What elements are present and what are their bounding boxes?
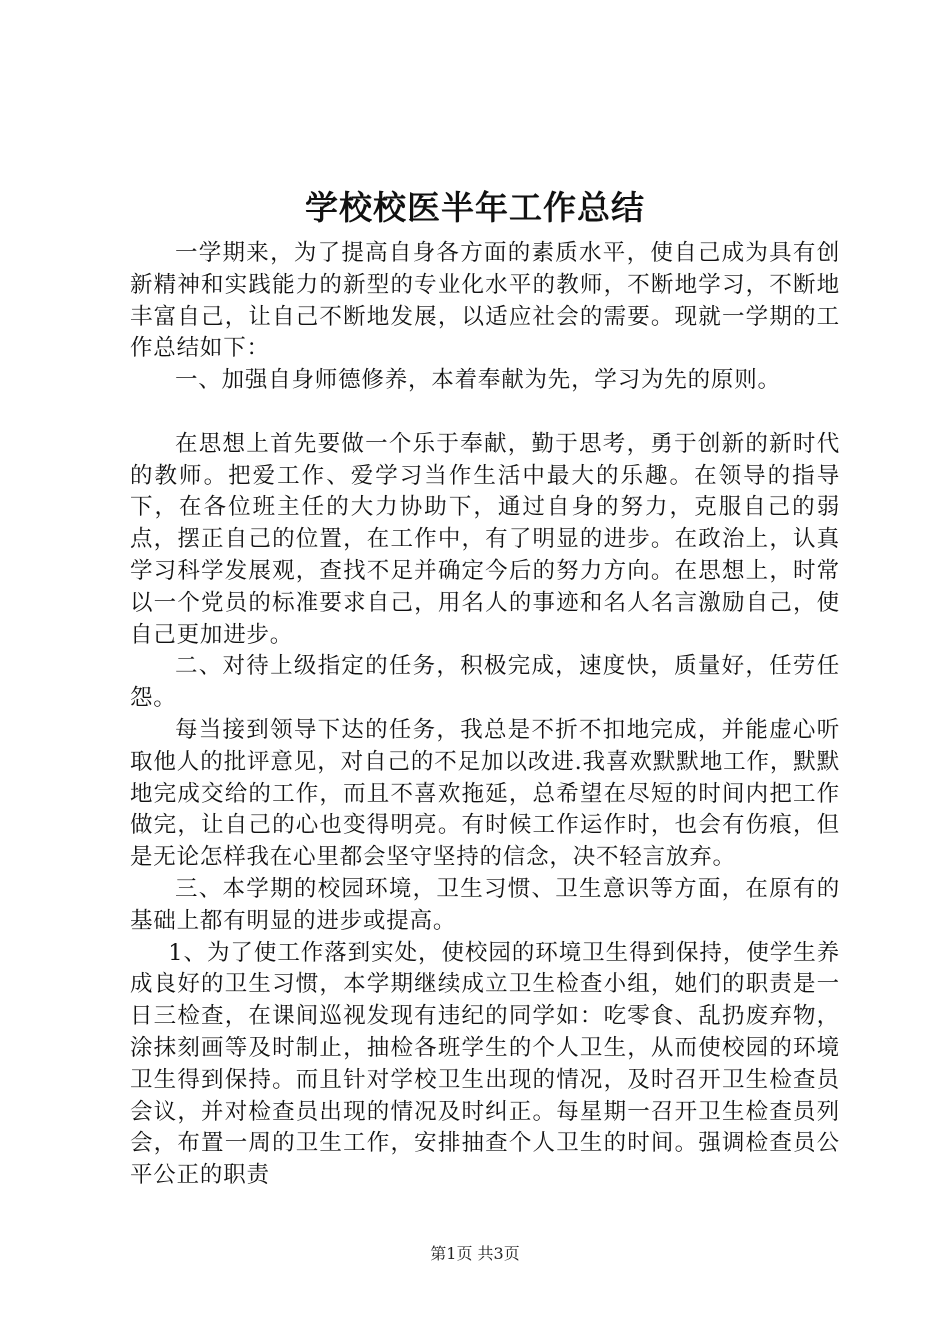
heading-section-2: 二、对待上级指定的任务，积极完成，速度快，质量好，任劳任怨。 (130, 653, 840, 712)
paragraph-section-1: 在思想上首先要做一个乐于奉献，勤于思考，勇于创新的新时代的教师。把爱工作、爱学习当作生活中最大的乐趣。在领导的指导下，在各位班主任的大力协助下，通过自身的努力，克服自己的弱点，摆正自己的位置，在工作中，有了明显的进步。在政治上，认真学习科学发展观，查找不足并确定今后的努力方向。在思想上，时常以一个党员的标准要求自己，用名人的事迹和名人名言激励自己，使自己更加进步。 (130, 430, 840, 648)
document-body (130, 238, 840, 1192)
paragraph-section-3-item-1: 1、为了使工作落到实处，使校园的环境卫生得到保持，使学生养成良好的卫生习惯，本学期继续成立卫生检查小组，她们的职责是一日三检查，在课间巡视发现有违纪的同学如：吃零食、乱扔废弃物，涂抹刻画等及时制止，抽检各班学生的个人卫生，从而使校园的环境卫生得到保持。而且针对学校卫生出现的情况，及时召开卫生检查员会议，并对检查员出现的情况及时纠正。每星期一召开卫生检查员列会，布置一周的卫生工作，安排抽查个人卫生的时间。强调检查员公平公正的职责 (130, 939, 840, 1189)
paragraph-intro: 一学期来，为了提高自身各方面的素质水平，使自己成为具有创新精神和实践能力的新型的专业化水平的教师，不断地学习，不断地丰富自己，让自己不断地发展，以适应社会的需要。现就一学期的工作总结如下： (130, 240, 840, 362)
document-title: 学校校医半年工作总结 (305, 188, 645, 227)
heading-section-3: 三、本学期的校园环境，卫生习惯、卫生意识等方面，在原有的基础上都有明显的进步或提高。 (130, 875, 840, 934)
heading-section-1: 一、加强自身师德修养，本着奉献为先，学习为先的原则。 (175, 367, 781, 394)
page-number-footer: 第1页 共3页 (430, 1244, 520, 1263)
paragraph-section-2: 每当接到领导下达的任务，我总是不折不扣地完成，并能虚心听取他人的批评意见，对自己的不足加以改进.我喜欢默默地工作，默默地完成交给的工作，而且不喜欢拖延，总希望在尽短的时间内把工作做完，让自己的心也变得明亮。有时候工作运作时，也会有伤痕，但是无论怎样我在心里都会坚守坚持的信念，决不轻言放弃。 (130, 716, 840, 871)
